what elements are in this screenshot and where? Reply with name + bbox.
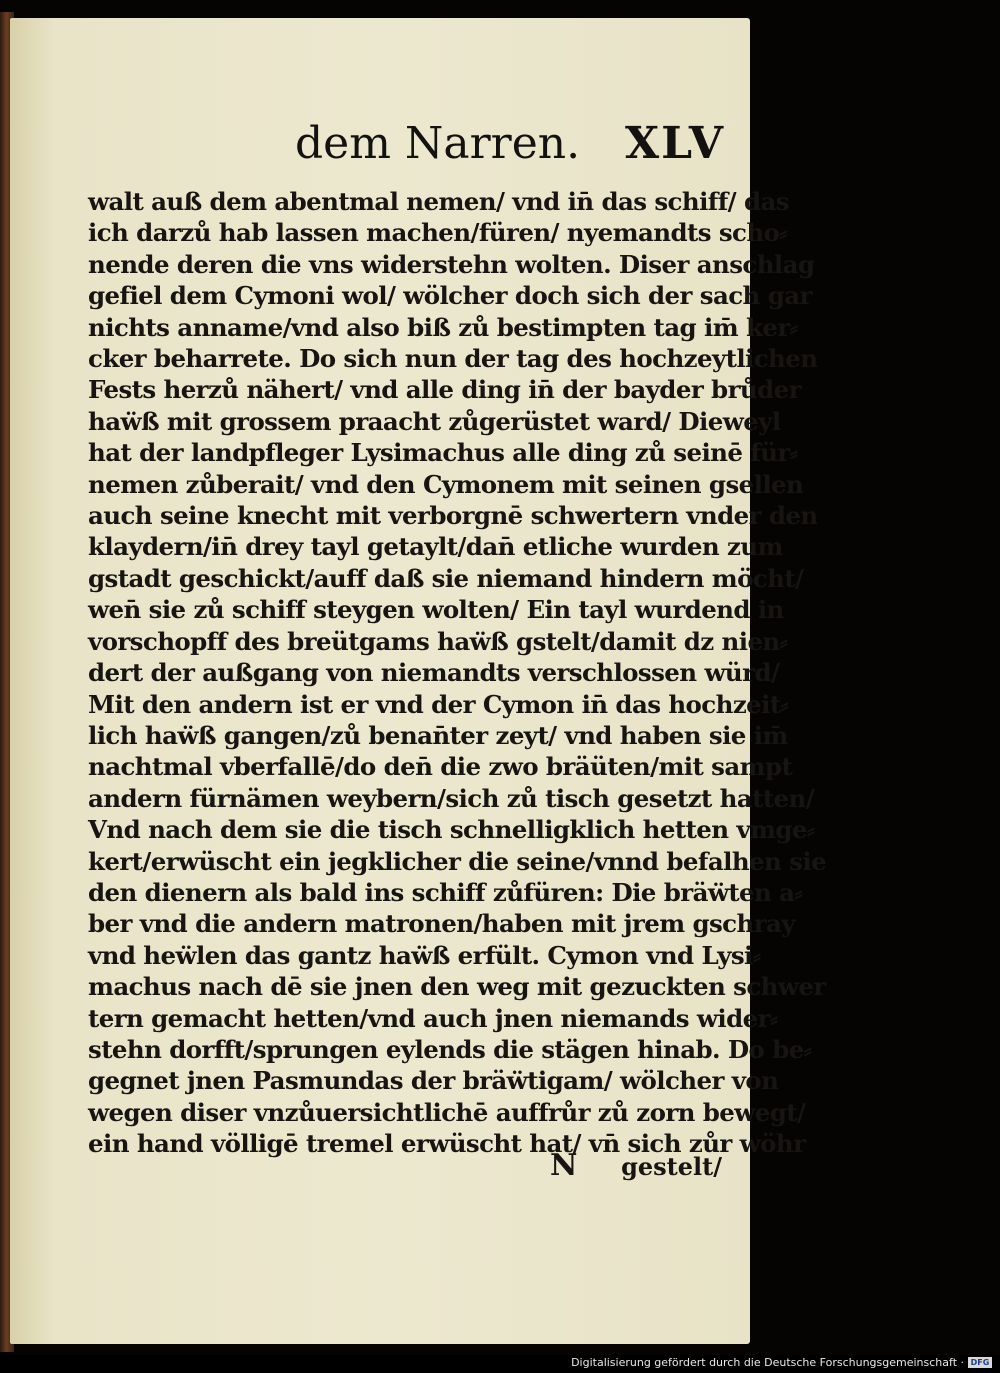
dfg-logo-icon: DFG — [968, 1357, 992, 1368]
text-line: nemen zůberait/ vnd den Cymonem mit seinen gsellen — [88, 469, 804, 499]
text-line: gefiel dem Cymoni wol/ wölcher doch sich der sach gar — [88, 281, 812, 311]
text-line: Fests herzů nähert/ vnd alle ding in̄ der bayder brůder — [88, 375, 801, 405]
text-line: kert/erwüscht ein jegklicher die seine/vnnd befalhen sie — [88, 846, 827, 876]
text-line: vnd heẅlen das gantz haẅß erfült. Cymon vnd Lysi⸗ — [88, 940, 761, 970]
signature-mark: N — [550, 1148, 578, 1183]
text-line: Mit den andern ist er vnd der Cymon in̄ das hochzeit⸗ — [88, 689, 789, 719]
folio-number: XLV — [625, 118, 725, 169]
text-line: cker beharrete. Do sich nun der tag des hochzeytlichen — [88, 344, 818, 374]
text-line: dert der außgang von niemandts verschlossen würd/ — [88, 658, 780, 688]
body-text — [88, 186, 827, 1160]
text-line: lich haẅß gangen/zů benan̄ter zeyt/ vnd haben sie im̄ — [88, 720, 788, 750]
text-line: auch seine knecht mit verborgnē schwertern vnder den — [88, 501, 818, 531]
running-title: dem Narren. — [295, 118, 581, 169]
text-line: wen̄ sie zů schiff steygen wolten/ Ein tayl wurdend in — [88, 595, 784, 625]
text-line: nachtmal vberfallē/do den̄ die zwo bräüten/mit sampt — [88, 752, 793, 782]
dfg-attribution: Digitalisierung gefördert durch die Deutsche Forschungsgemeinschaft · — [571, 1356, 964, 1369]
text-line: vorschopff des breütgams haẅß gstelt/damit dz nien⸗ — [88, 626, 788, 656]
catchword: gestelt/ — [621, 1152, 722, 1181]
text-line: wegen diser vnzůuersichtlichē auffrůr zů zorn bewegt/ — [88, 1097, 806, 1127]
text-line: tern gemacht hetten/vnd auch jnen niemands wider⸗ — [88, 1003, 778, 1033]
text-line: ich darzů hab lassen machen/füren/ nyemandts scho⸗ — [88, 218, 787, 248]
text-line: andern fürnämen weybern/sich zů tisch gesetzt hatten/ — [88, 783, 815, 813]
text-line: gstadt geschickt/auff daß sie niemand hindern möcht/ — [88, 563, 804, 593]
text-line: hat der landpfleger Lysimachus alle ding zů seinē für⸗ — [88, 438, 798, 468]
text-line: nende deren die vns widerstehn wolten. Diser anschlag — [88, 249, 815, 279]
text-line: walt auß dem abentmal nemen/ vnd in̄ das schiff/ das — [88, 187, 789, 216]
text-line: nichts anname/vnd also biß zů bestimpten tag im̄ ker⸗ — [88, 312, 798, 342]
page-footer — [88, 1148, 738, 1184]
text-line: Vnd nach dem sie die tisch schnelligklich hetten vmge⸗ — [88, 815, 815, 845]
text-line: haẅß mit grossem praacht zůgerüstet ward/ Dieweyl — [88, 406, 781, 436]
text-line: gegnet jnen Pasmundas der bräẅtigam/ wölcher von — [88, 1066, 779, 1096]
text-line: ein hand völligē tremel erwüscht hat/ vn̄ sich zůr wöhr — [88, 1129, 806, 1159]
page-header — [295, 118, 725, 176]
text-line: den dienern als bald ins schiff zůfüren: Die bräẅten a⸗ — [88, 877, 803, 907]
text-line: stehn dorfft/sprungen eylends die stägen hinab. Do be⸗ — [88, 1034, 812, 1064]
text-line: machus nach dē sie jnen den weg mit gezuckten schwer — [88, 972, 826, 1002]
text-line: klaydern/in̄ drey tayl getaylt/dan̄ etliche wurden zum — [88, 532, 783, 562]
text-line: ber vnd die andern matronen/haben mit jrem gschray — [88, 909, 795, 939]
book-page — [10, 18, 827, 1344]
